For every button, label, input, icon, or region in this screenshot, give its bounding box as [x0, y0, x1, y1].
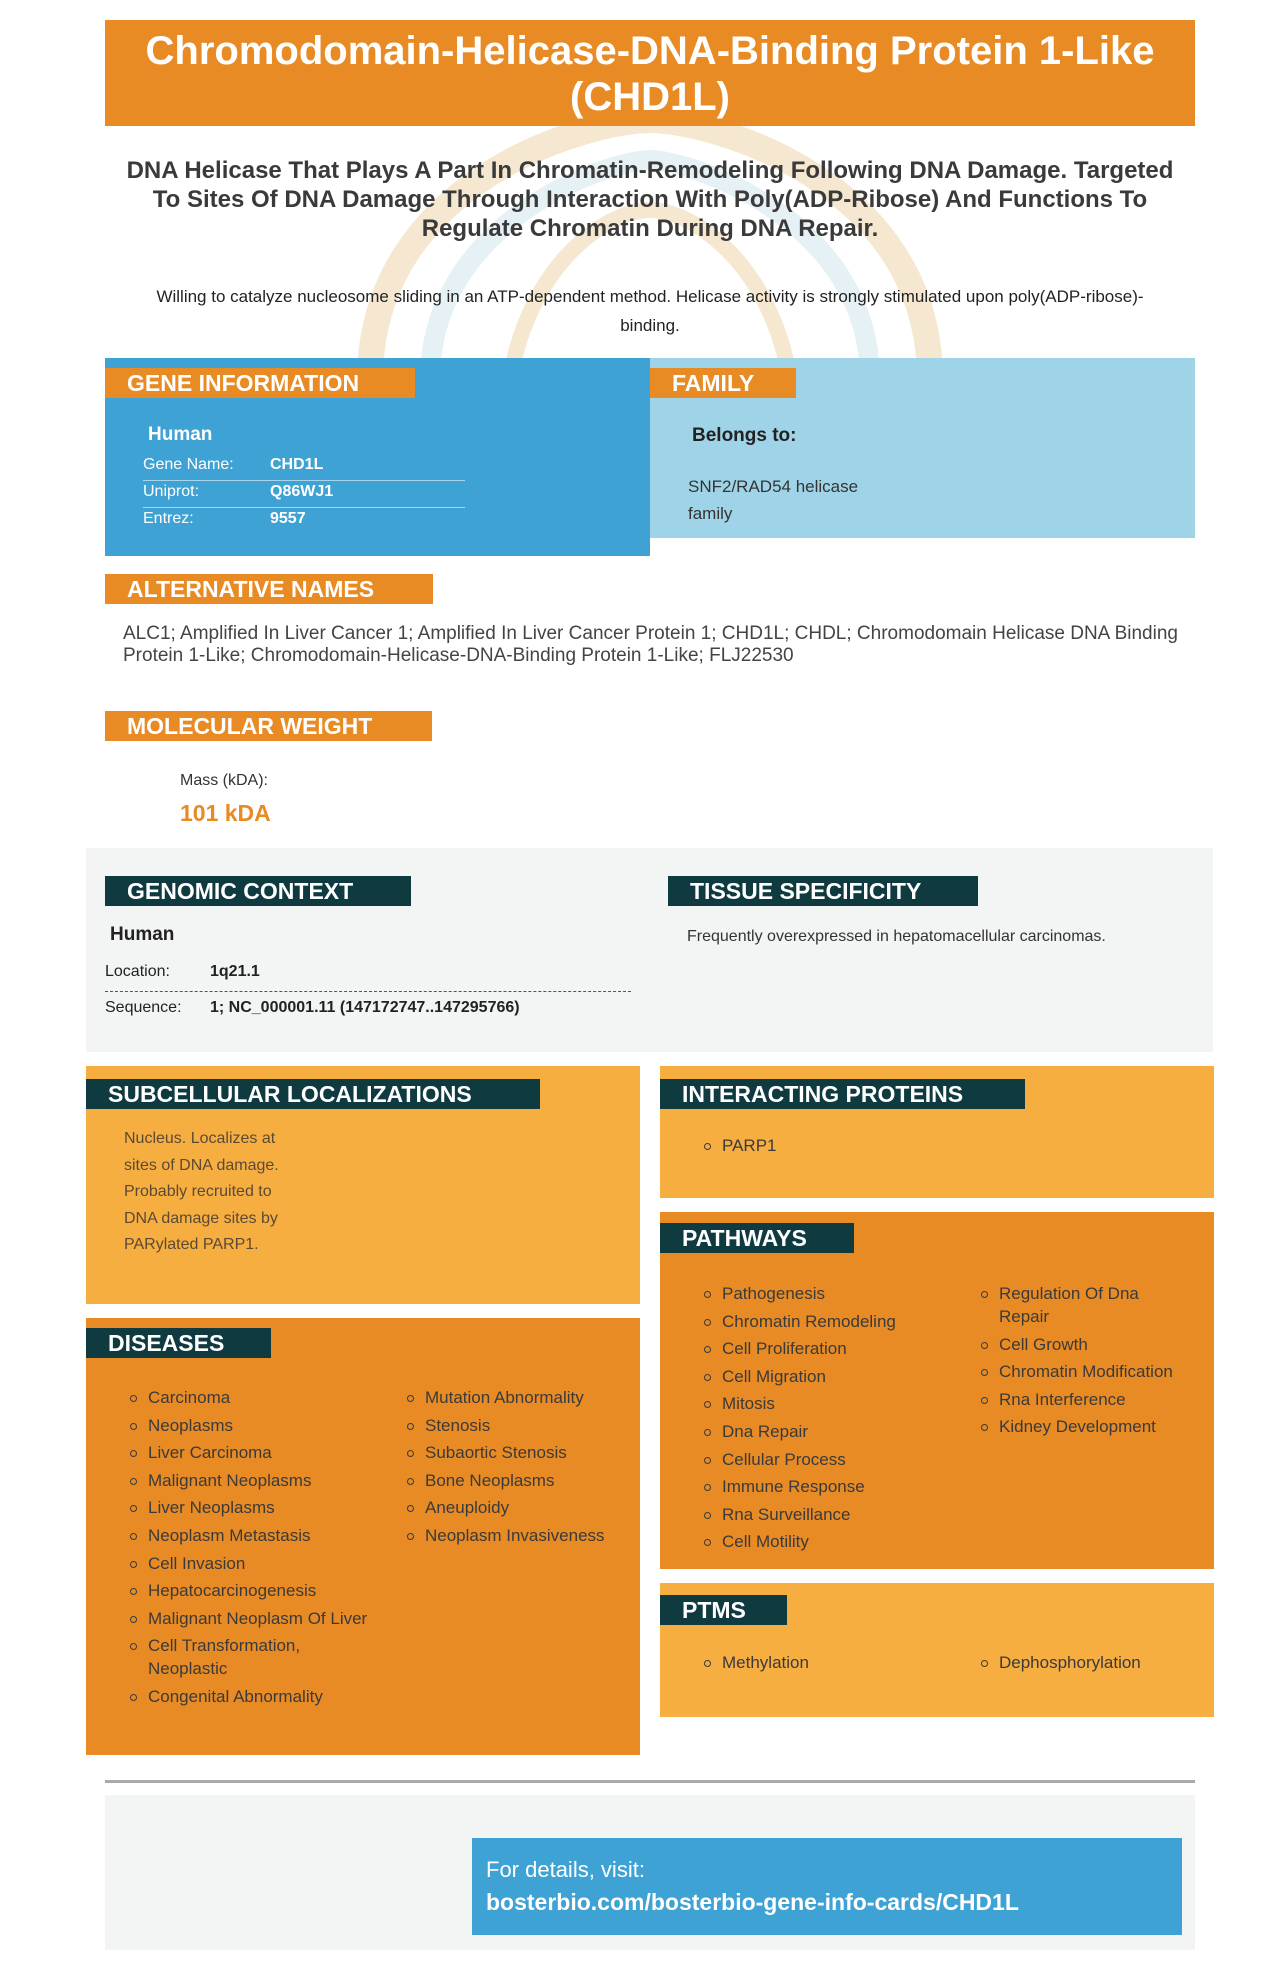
list-item: Kidney Development	[979, 1415, 1189, 1438]
list-item: Cell Motility	[702, 1530, 952, 1553]
subcellular-label: SUBCELLULAR LOCALIZATIONS	[86, 1079, 540, 1109]
family-line: SNF2/RAD54 helicase	[688, 477, 859, 496]
diseases-panel	[86, 1318, 640, 1755]
location-key: Location:	[105, 963, 170, 980]
protein-description: Willing to catalyze nucleosome sliding in an ATP-dependent method. Helicase activity is strongly stimulated upon poly(ADP-ribose)-binding.	[156, 287, 1144, 335]
subcellular-line: Nucleus. Localizes at	[124, 1130, 276, 1147]
ptms-panel	[660, 1583, 1214, 1717]
list-item: Mutation Abnormality	[405, 1386, 630, 1409]
genomic-tissue-panel	[86, 848, 1213, 1052]
list-item: Cell Growth	[979, 1333, 1189, 1356]
diseases-label: DISEASES	[86, 1328, 271, 1358]
interacting-proteins-label: INTERACTING PROTEINS	[660, 1079, 1025, 1109]
list-item: Regulation Of Dna Repair	[979, 1282, 1189, 1328]
interacting-proteins-list	[702, 1134, 777, 1162]
family-label: FAMILY	[650, 368, 796, 398]
alternative-names-label: ALTERNATIVE NAMES	[105, 574, 433, 604]
list-item: Rna Surveillance	[702, 1503, 952, 1526]
footer-divider	[105, 1780, 1195, 1783]
pathways-list-col1	[702, 1282, 952, 1558]
list-item: Immune Response	[702, 1475, 952, 1498]
list-item: Cell Transformation, Neoplastic	[128, 1634, 368, 1680]
list-item: Malignant Neoplasm Of Liver	[128, 1607, 368, 1630]
ptms-label: PTMS	[660, 1595, 787, 1625]
protein-summary: DNA Helicase That Plays A Part In Chromatin-Remodeling Following DNA Damage. Targeted To Sites Of DNA Damage Through Interaction With Poly(ADP-Ribose) And Functions To Regulate Chromatin During DNA Repair.	[126, 157, 1174, 242]
list-item: Malignant Neoplasms	[128, 1469, 368, 1492]
list-item: Chromatin Remodeling	[702, 1310, 952, 1333]
diseases-list-col2	[405, 1386, 630, 1552]
tissue-specificity-text: Frequently overexpressed in hepatomacellular carcinomas.	[687, 928, 1106, 945]
pathways-label: PATHWAYS	[660, 1223, 854, 1253]
list-item: Cellular Process	[702, 1448, 952, 1471]
footer-visit-text: For details, visit:	[486, 1857, 645, 1882]
pathways-panel	[660, 1212, 1214, 1569]
list-item: Cell Invasion	[128, 1552, 368, 1575]
list-item: Neoplasm Invasiveness	[405, 1524, 630, 1547]
page-title: Chromodomain-Helicase-DNA-Binding Protein 1-Like (CHD1L)	[105, 20, 1195, 126]
divider	[143, 507, 465, 508]
footer-link[interactable]: bosterbio.com/bosterbio-gene-info-cards/CHD1L	[486, 1889, 1019, 1915]
family-value	[688, 473, 858, 527]
subcellular-panel	[86, 1066, 640, 1304]
alternative-names-text: ALC1; Amplified In Liver Cancer 1; Amplified In Liver Cancer Protein 1; CHD1L; CHDL; Chromodomain Helicase DNA Binding Protein 1-Like; Chromodomain-Helicase-DNA-Binding Protein 1-Like; FLJ22530	[123, 623, 1178, 666]
family-line: family	[688, 504, 733, 523]
gene-information-panel	[105, 358, 650, 556]
subcellular-line: DNA damage sites by	[124, 1209, 278, 1227]
footer-link-box[interactable]	[472, 1838, 1182, 1935]
entrez-value: 9557	[270, 510, 306, 527]
mass-value: 101 kDA	[180, 800, 271, 826]
molecular-weight-label: MOLECULAR WEIGHT	[105, 711, 432, 741]
tissue-specificity-label: TISSUE SPECIFICITY	[668, 876, 978, 906]
ptms-list-col1	[702, 1651, 952, 1679]
list-item: Chromatin Modification	[979, 1360, 1189, 1383]
sequence-key: Sequence:	[105, 999, 182, 1016]
list-item: Mitosis	[702, 1392, 952, 1415]
family-panel	[650, 358, 1195, 538]
sequence-value: 1; NC_000001.11 (147172747..147295766)	[210, 999, 520, 1016]
list-item: Liver Carcinoma	[128, 1441, 368, 1464]
list-item: Pathogenesis	[702, 1282, 952, 1305]
divider	[105, 991, 631, 992]
list-item: Dna Repair	[702, 1420, 952, 1443]
list-item: Neoplasm Metastasis	[128, 1524, 368, 1547]
list-item: Carcinoma	[128, 1386, 368, 1409]
list-item: Subaortic Stenosis	[405, 1441, 630, 1464]
gene-species: Human	[148, 424, 213, 445]
interacting-proteins-panel	[660, 1066, 1214, 1198]
ptms-list-col2	[979, 1651, 1199, 1679]
genomic-context-label: GENOMIC CONTEXT	[105, 876, 411, 906]
gene-information-label: GENE INFORMATION	[105, 368, 415, 398]
list-item: Cell Proliferation	[702, 1337, 952, 1360]
location-value: 1q21.1	[210, 963, 260, 980]
gene-name-value: CHD1L	[270, 456, 324, 473]
subcellular-line: Probably recruited to	[124, 1183, 272, 1200]
list-item: Rna Interference	[979, 1388, 1189, 1411]
gene-name-key: Gene Name:	[143, 456, 234, 473]
list-item: Dephosphorylation	[979, 1651, 1199, 1674]
pathways-list-col2	[979, 1282, 1189, 1443]
list-item: Methylation	[702, 1651, 952, 1674]
subcellular-line: PARylated PARP1.	[124, 1236, 259, 1253]
entrez-key: Entrez:	[143, 510, 194, 527]
diseases-list-col1	[128, 1386, 368, 1713]
list-item: Cell Migration	[702, 1365, 952, 1388]
list-item: Congenital Abnormality	[128, 1685, 368, 1708]
list-item: Stenosis	[405, 1414, 630, 1437]
list-item: Liver Neoplasms	[128, 1496, 368, 1519]
mass-label: Mass (kDA):	[180, 772, 268, 789]
uniprot-value: Q86WJ1	[270, 483, 334, 500]
subcellular-text	[124, 1126, 279, 1259]
subcellular-line: sites of DNA damage.	[124, 1156, 279, 1174]
genomic-species: Human	[110, 924, 175, 945]
list-item: Hepatocarcinogenesis	[128, 1579, 368, 1602]
list-item: Aneuploidy	[405, 1496, 630, 1519]
uniprot-key: Uniprot:	[143, 483, 200, 500]
list-item: Bone Neoplasms	[405, 1469, 630, 1492]
list-item: Neoplasms	[128, 1414, 368, 1437]
list-item: PARP1	[702, 1134, 777, 1157]
divider	[143, 480, 465, 481]
family-heading: Belongs to:	[692, 425, 797, 446]
